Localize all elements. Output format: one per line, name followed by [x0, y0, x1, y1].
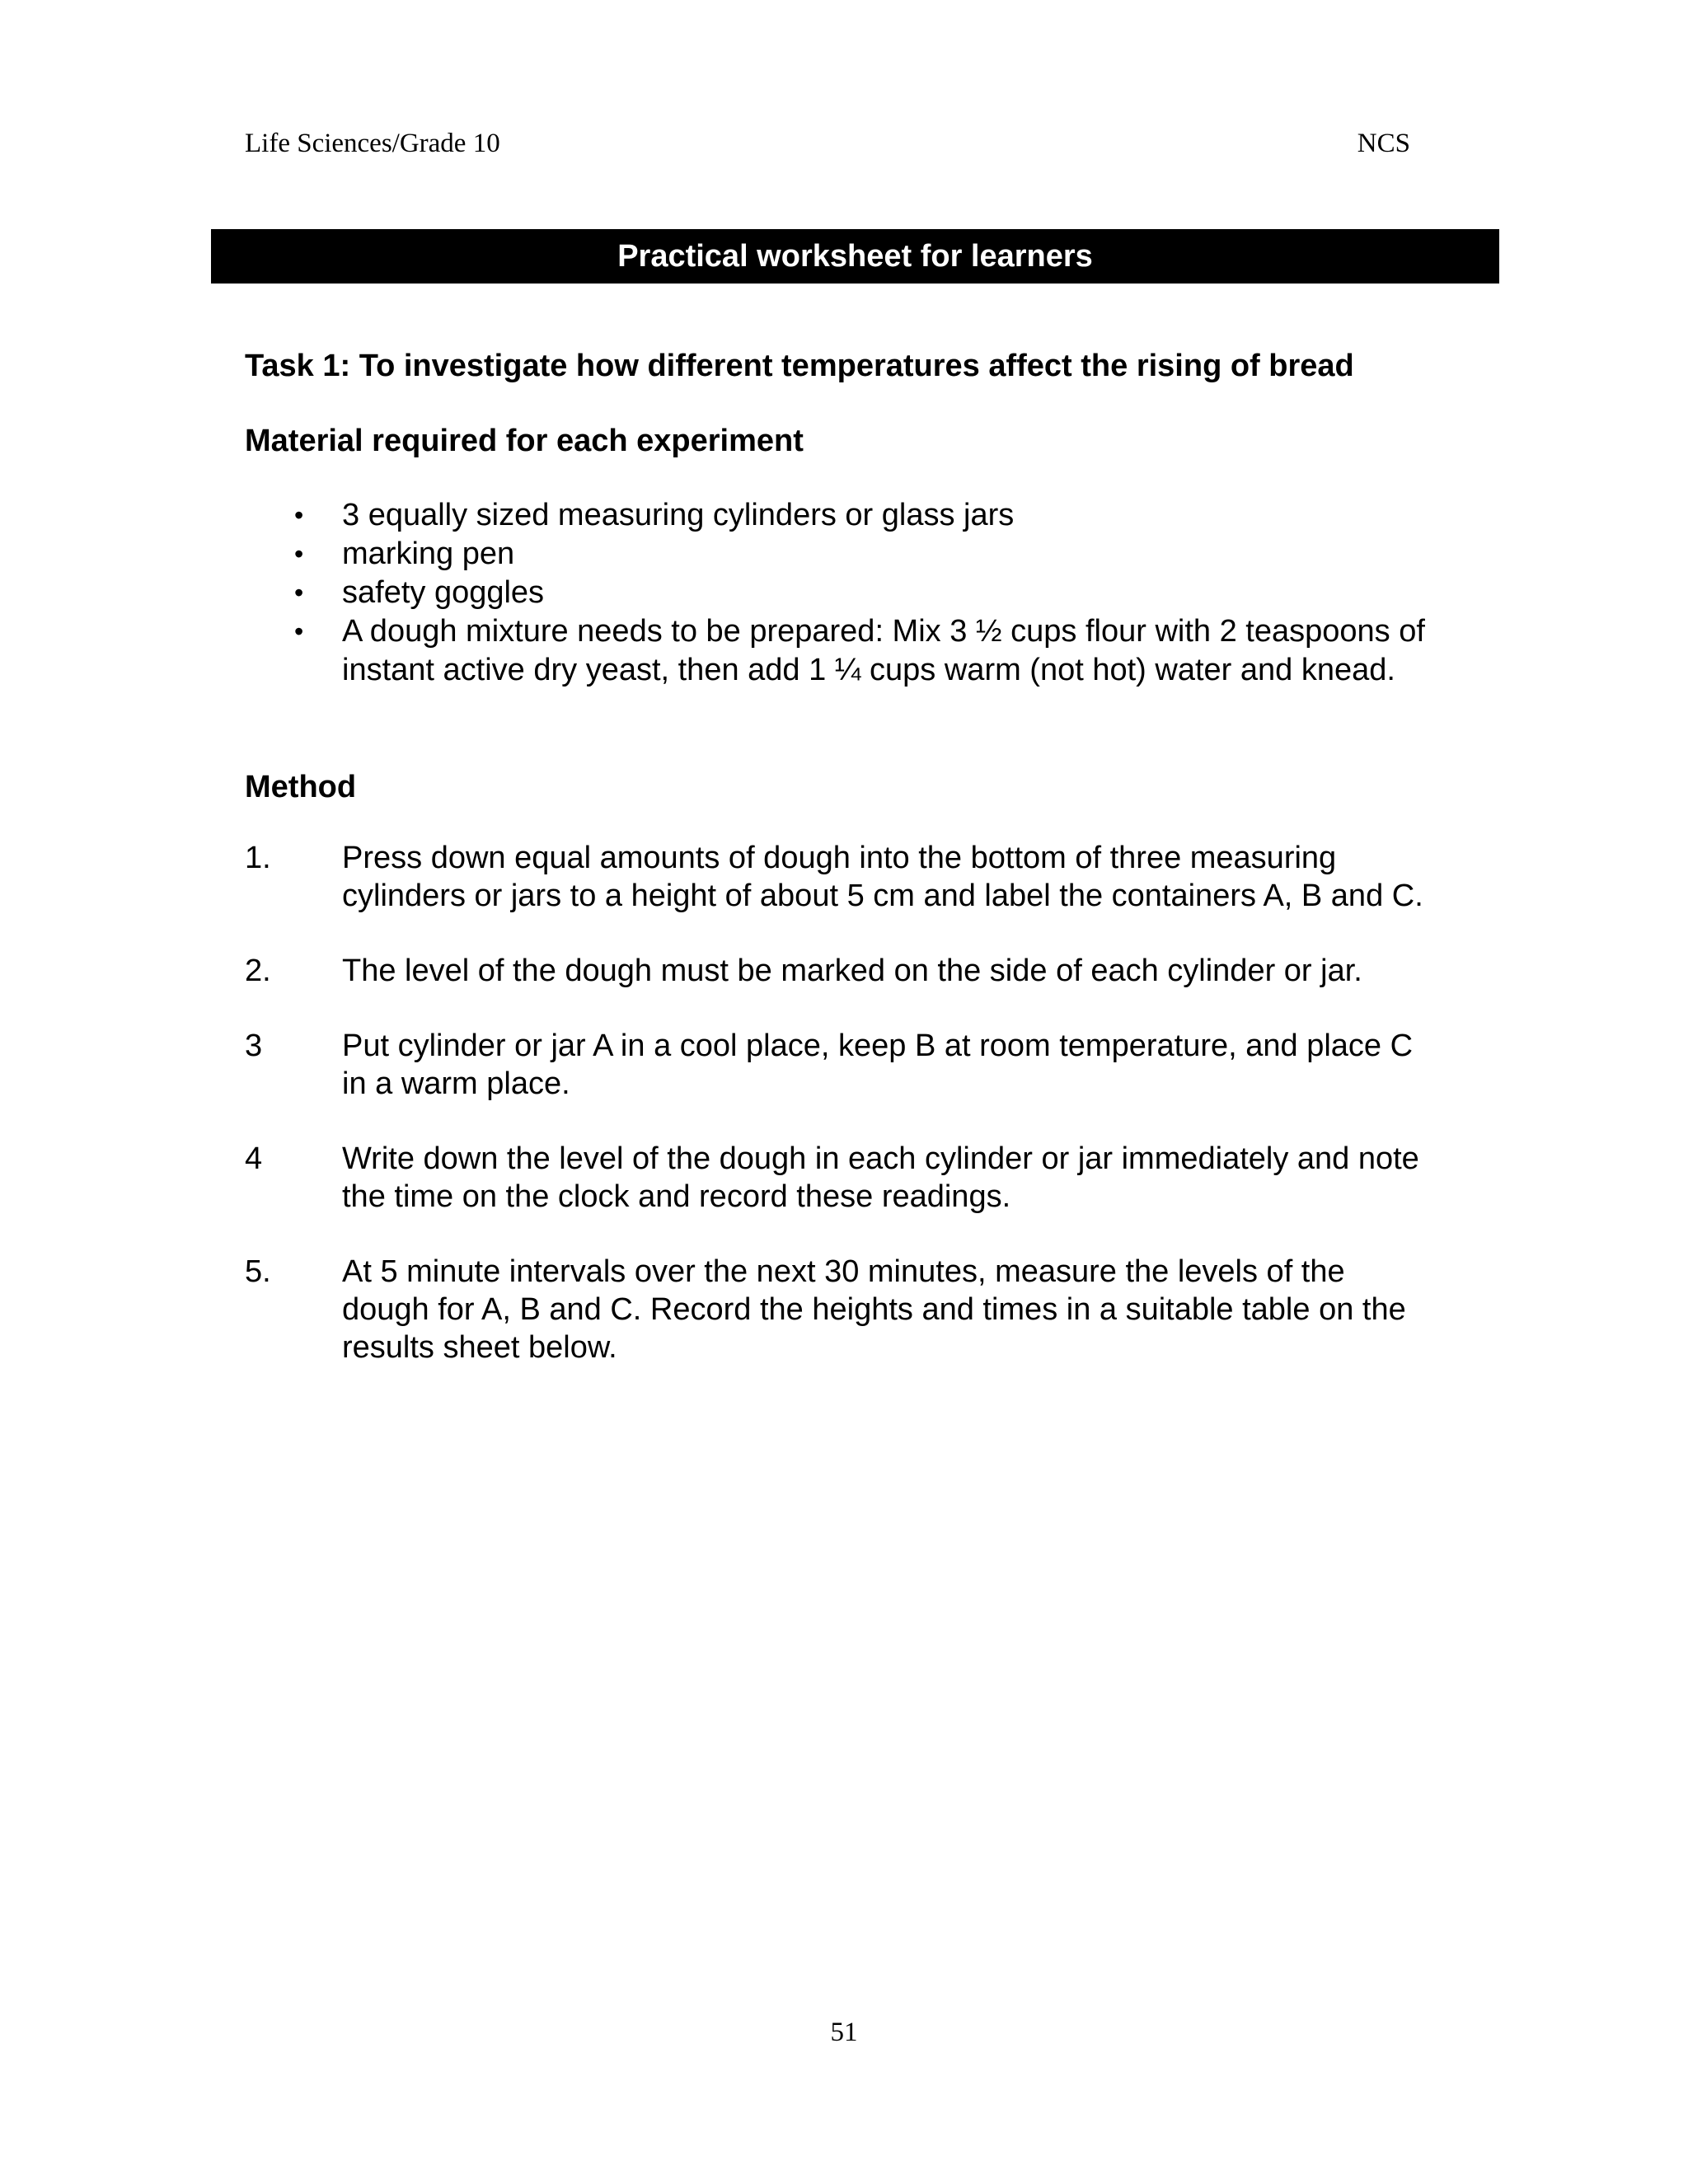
running-header-curriculum: NCS	[1357, 129, 1410, 158]
task-title: Task 1: To investigate how different temperatures affect the rising of bread	[245, 349, 1354, 383]
step-text: The level of the dough must be marked on the side of each cylinder or jar.	[342, 954, 1362, 988]
running-header-subject: Life Sciences/Grade 10	[245, 129, 500, 158]
bullet-icon: •	[294, 578, 304, 607]
method-heading: Method	[245, 770, 357, 804]
step-number: 5.	[245, 1254, 271, 1289]
step-number: 2.	[245, 954, 271, 988]
method-step	[245, 1027, 1432, 1103]
bullet-icon: •	[294, 539, 304, 569]
worksheet-banner: Practical worksheet for learners	[211, 229, 1499, 284]
step-number: 4	[245, 1141, 263, 1176]
bullet-icon: •	[294, 616, 304, 646]
materials-item	[245, 535, 1432, 574]
step-text: Put cylinder or jar A in a cool place, keep B at room temperature, and place C in a warm place.	[342, 1029, 1414, 1101]
materials-item	[245, 496, 1432, 535]
page-number: 51	[830, 2018, 858, 2047]
materials-item-text: safety goggles	[342, 575, 545, 610]
materials-item	[245, 612, 1432, 690]
method-step	[245, 1140, 1432, 1216]
step-text: At 5 minute intervals over the next 30 minutes, measure the levels of the dough for A, B and C. Record the heights and times in a suitable table on the results sheet below.	[342, 1254, 1406, 1365]
materials-item	[245, 574, 1432, 612]
bullet-icon: •	[294, 500, 304, 530]
materials-list	[245, 496, 1432, 690]
step-text: Write down the level of the dough in each cylinder or jar immediately and note the time on the clock and record these readings.	[342, 1141, 1419, 1214]
materials-item-text: marking pen	[342, 537, 515, 571]
method-step	[245, 839, 1432, 915]
step-number: 1.	[245, 841, 271, 875]
step-number: 3	[245, 1029, 263, 1063]
materials-item-text: A dough mixture needs to be prepared: Mix 3 ½ cups flour with 2 teaspoons of instant active dry yeast, then add 1 ¼ cups warm (not hot) water and knead.	[342, 614, 1425, 687]
step-text: Press down equal amounts of dough into the bottom of three measuring cylinders or jars to a height of about 5 cm and label the containers A, B and C.	[342, 841, 1423, 913]
materials-item-text: 3 equally sized measuring cylinders or glass jars	[342, 498, 1015, 532]
method-step	[245, 1253, 1432, 1366]
method-step	[245, 952, 1432, 990]
materials-heading: Material required for each experiment	[245, 424, 804, 458]
method-steps	[245, 839, 1432, 1404]
